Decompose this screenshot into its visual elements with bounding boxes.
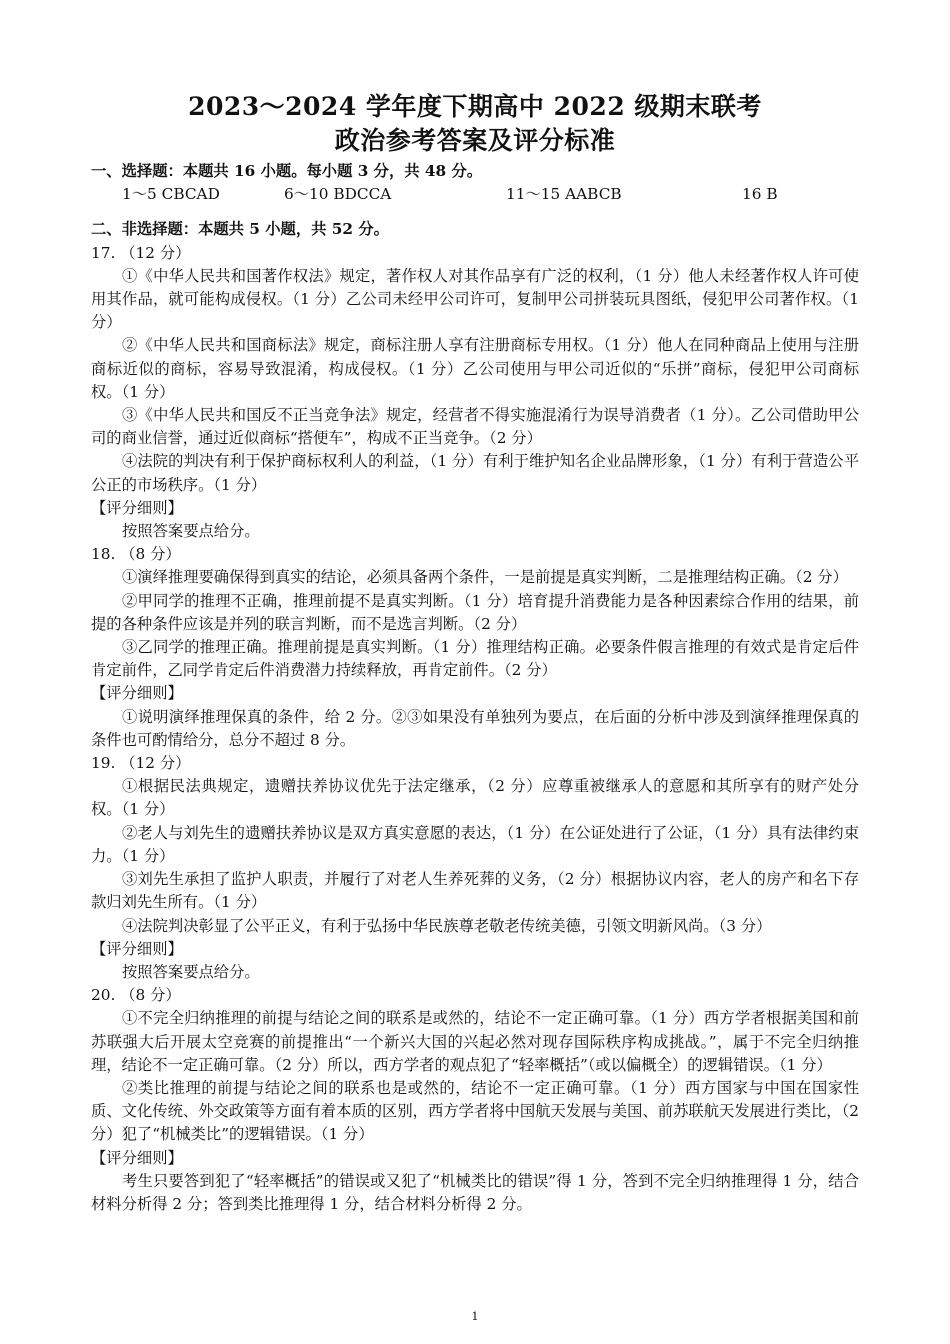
q17-point-4: ④法院的判决有利于保护商标权利人的利益，（1 分）有利于维护知名企业品牌形象，（1 分）有利于营造公平公正的市场秩序。（1 分） (91, 452, 859, 494)
q20-label: 20. （8 分） (91, 986, 181, 1005)
q17-rule-label: 【评分细则】 (91, 498, 183, 517)
q18-rule: ①说明演绎推理保真的条件，给 2 分。②③如果没有单独列为要点，在后面的分析中涉及到演绎推理保真的条件也可酌情给分，总分不超过 8 分。 (91, 707, 859, 749)
q19-point-2: ②老人与刘先生的遗赠扶养协议是双方真实意愿的表达，（1 分）在公证处进行了公证，（1 分）具有法律约束力。（1 分） (91, 823, 859, 865)
q19-rule-label: 【评分细则】 (91, 939, 183, 958)
q17-point-2: ②《中华人民共和国商标法》规定，商标注册人享有注册商标专用权。（1 分）他人在同种商品上使用与注册商标近似的商标，容易导致混淆，构成侵权。（1 分）乙公司使用与甲公司近似的“乐拼”商标，侵犯甲公司商标权。（1 分） (91, 336, 859, 401)
q20-point-2: ②类比推理的前提与结论之间的联系也是或然的，结论不一定正确可靠。（1 分）西方国家与中国在国家性质、文化传统、外交政策等方面有着本质的区别，西方学者将中国航天发展与美国、前苏联航天发展进行类比，（2 分）犯了“机械类比”的逻辑错误。（1 分） (91, 1078, 859, 1144)
q20-rule-label: 【评分细则】 (91, 1148, 183, 1167)
section1-heading: 一、选择题：本题共 16 小题。每小题 3 分，共 48 分。 (91, 162, 483, 180)
answers-11-15: 11～15 AABCB (506, 185, 622, 204)
document-subtitle: 政治参考答案及评分标准 (334, 126, 616, 155)
q18-point-1: ①演绎推理要确保得到真实的结论，必须具备两个条件，一是前提是真实判断，二是推理结构正确。（2 分） (122, 568, 848, 587)
q18-rule-label: 【评分细则】 (91, 684, 183, 703)
q17-rule: 按照答案要点给分。 (122, 522, 260, 541)
section2-heading: 二、非选择题：本题共 5 小题，共 52 分。 (91, 220, 389, 239)
page-number: 1 (471, 1310, 479, 1323)
q19-rule: 按照答案要点给分。 (122, 962, 260, 981)
answer-16: 16 B (742, 185, 778, 204)
q18-point-2: ②甲同学的推理不正确，推理前提不是真实判断。（1 分）培育提升消费能力是各种因素综合作用的结果，前提的各种条件应该是并列的联言判断，而不是选言判断。（2 分） (91, 591, 859, 633)
q19-point-3: ③刘先生承担了监护人职责，并履行了对老人生养死葬的义务，（2 分）根据协议内容，老人的房产和名下存款归刘先生所有。（1 分） (91, 870, 859, 912)
answers-6-10: 6～10 BDCCA (284, 185, 392, 204)
document-body (91, 160, 859, 1216)
q20-point-1: ①不完全归纳推理的前提与结论之间的联系是或然的，结论不一定正确可靠。（1 分）西方学者根据美国和前苏联强大后开展太空竞赛的前提推出“一个新兴大国的兴起必然对现存国际秩序构成挑战。”，属于不完全归纳推理，结论不一定正确可靠。（2 分）所以，西方学者的观点犯了“轻率概括”（或以偏概全）的逻辑错误。（1 分） (91, 1009, 859, 1074)
q19-point-1: ①根据民法典规定，遗赠扶养协议优先于法定继承，（2 分）应尊重被继承人的意愿和其所享有的财产处分权。（1 分） (91, 777, 859, 819)
choice-answers (122, 183, 859, 206)
exam-title: 2023～2024 学年度下期高中 2022 级期末联考 (188, 92, 762, 121)
q17-label: 17. （12 分） (91, 243, 191, 262)
q17-point-1: ①《中华人民共和国著作权法》规定，著作权人对其作品享有广泛的权利，（1 分）他人未经著作权人许可使用其作品，就可能构成侵权。（1 分）乙公司未经甲公司许可，复制甲公司拼装玩具图纸，侵犯甲公司著作权。（1 分） (91, 266, 859, 332)
q20-rule: 考生只要答到犯了“轻率概括”的错误或又犯了“机械类比的错误”得 1 分，答到不完全归纳推理得 1 分，结合材料分析得 2 分；答到类比推理得 1 分，结合材料分析得 2 分。 (91, 1171, 859, 1213)
q17-point-3: ③《中华人民共和国反不正当竞争法》规定，经营者不得实施混淆行为误导消费者（1 分）。乙公司借助甲公司的商业信誉，通过近似商标“搭便车”，构成不正当竞争。（2 分） (91, 406, 859, 448)
q19-label: 19. （12 分） (91, 754, 191, 773)
q19-point-4: ④法院判决彰显了公平正义，有利于弘扬中华民族尊老敬老传统美德，引领文明新风尚。（3 分） (122, 916, 772, 935)
q18-label: 18. （8 分） (91, 545, 181, 564)
answers-1-5: 1～5 CBCAD (122, 185, 220, 204)
q18-point-3: ③乙同学的推理正确。推理前提是真实判断。（1 分）推理结构正确。必要条件假言推理的有效式是肯定后件肯定前件，乙同学肯定后件消费潜力持续释放，再肯定前件。（2 分） (91, 638, 859, 680)
